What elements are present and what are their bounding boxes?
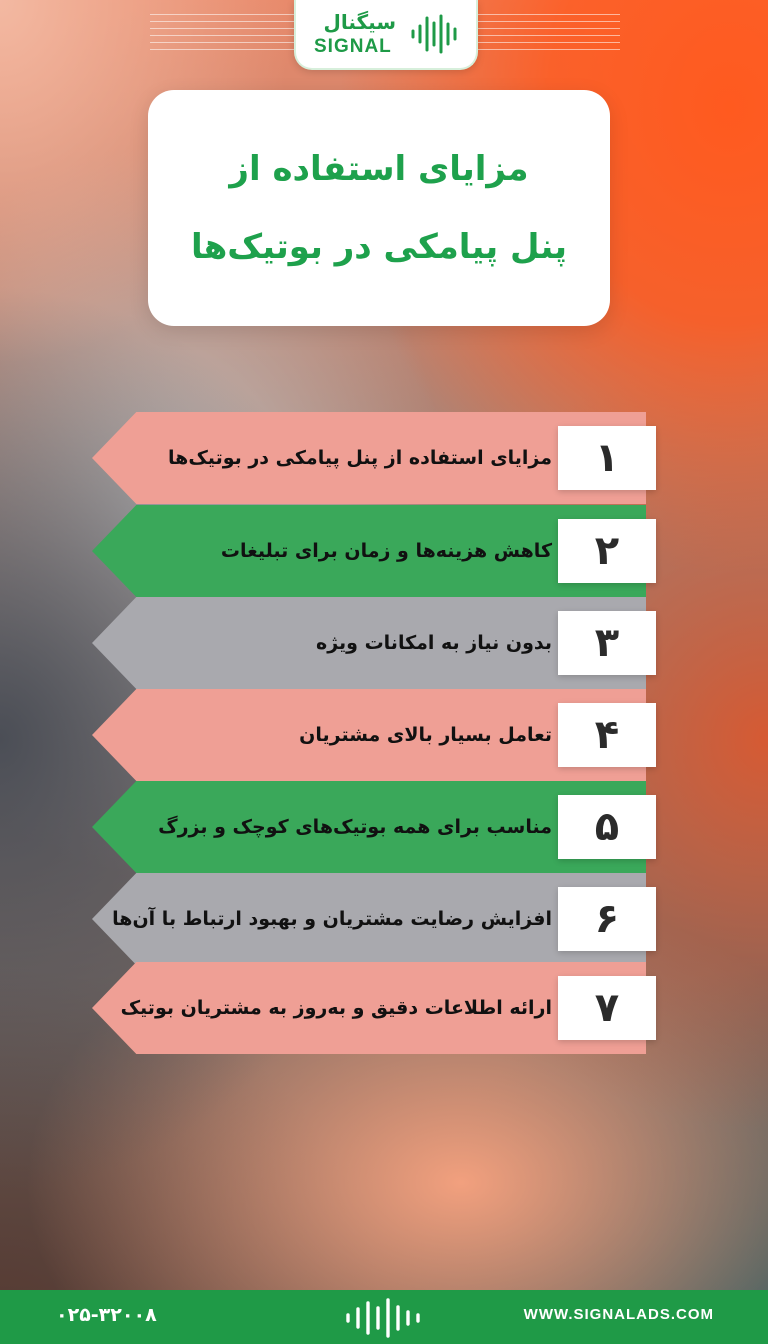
- benefit-number: ۱: [558, 426, 656, 490]
- sound-wave-icon: [338, 1298, 430, 1338]
- benefit-label: افزایش رضایت مشتریان و بهبود ارتباط با آن‌ها: [112, 908, 552, 930]
- page-title-line-2: پنل پیامکی در بوتیک‌ها: [190, 227, 568, 267]
- logo-decor-lines-left: [150, 14, 300, 54]
- phone-number[interactable]: ۰۲۵-۳۲۰۰۸: [56, 1304, 157, 1326]
- benefit-label: مناسب برای همه بوتیک‌های کوچک و بزرگ: [158, 816, 552, 838]
- title-card: [148, 90, 610, 326]
- footer-bar: [0, 1290, 768, 1344]
- benefit-label: تعامل بسیار بالای مشتریان: [299, 724, 552, 746]
- sound-wave-icon: [410, 14, 462, 54]
- benefit-number: ۷: [558, 976, 656, 1040]
- benefit-label: بدون نیاز به امکانات ویژه: [315, 632, 552, 654]
- brand-name-fa: سیگنال: [323, 10, 396, 34]
- benefit-item-2: [92, 505, 646, 597]
- benefit-item-6: [92, 873, 646, 965]
- benefit-item-4: [92, 689, 646, 781]
- benefit-number: ۴: [558, 703, 656, 767]
- brand-logo: [294, 0, 478, 70]
- benefit-item-5: [92, 781, 646, 873]
- logo-decor-lines-right: [470, 14, 620, 54]
- benefit-item-7: [92, 962, 646, 1054]
- benefit-item-3: [92, 597, 646, 689]
- benefit-item-1: [92, 412, 646, 504]
- brand-name-en: SIGNAL: [314, 36, 392, 57]
- website-link[interactable]: WWW.SIGNALADS.COM: [523, 1306, 714, 1323]
- benefit-number: ۲: [558, 519, 656, 583]
- benefit-label: ارائه اطلاعات دقیق و به‌روز به مشتریان بوتیک: [120, 997, 552, 1019]
- benefit-number: ۵: [558, 795, 656, 859]
- page-title-line-1: مزایای استفاده از: [229, 149, 529, 189]
- benefit-label: مزایای استفاده از پنل پیامکی در بوتیک‌ها: [168, 447, 552, 469]
- benefit-number: ۶: [558, 887, 656, 951]
- benefit-number: ۳: [558, 611, 656, 675]
- benefit-label: کاهش هزینه‌ها و زمان برای تبلیغات: [220, 540, 552, 562]
